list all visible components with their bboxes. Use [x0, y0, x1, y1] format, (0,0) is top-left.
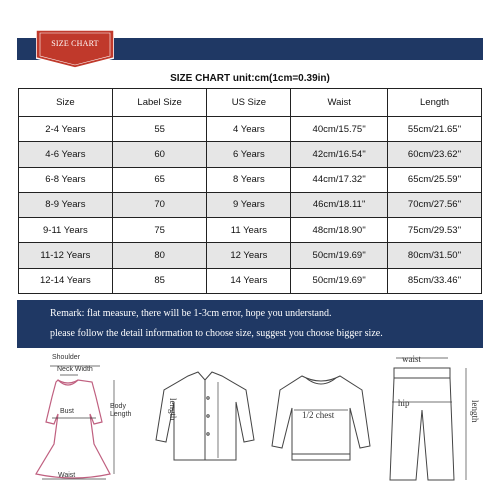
cell-us-size: 9 Years: [207, 192, 291, 217]
chart-title: SIZE CHART unit:cm(1cm=0.39in): [170, 73, 330, 84]
cell-us-size: 6 Years: [207, 142, 291, 167]
pants-waist-label: waist: [402, 354, 421, 364]
cell-label-size: 55: [112, 117, 207, 142]
size-chart-ribbon-icon: [36, 30, 114, 68]
remark-line-1: Remark: flat measure, there will be 1-3cm error, hope you understand.: [50, 308, 332, 319]
pants-hip-label: hip: [398, 398, 410, 408]
cell-label-size: 65: [112, 167, 207, 192]
cell-length: 70cm/27.56'': [388, 192, 482, 217]
pants-diagram-icon: [382, 350, 482, 490]
cell-us-size: 14 Years: [207, 268, 291, 293]
cell-label-size: 70: [112, 192, 207, 217]
cell-label-size: 60: [112, 142, 207, 167]
cell-length: 65cm/25.59'': [388, 167, 482, 192]
cell-us-size: 12 Years: [207, 243, 291, 268]
cell-waist: 50cm/19.69'': [291, 268, 388, 293]
cell-waist: 44cm/17.32'': [291, 167, 388, 192]
dress-waist-label: Waist: [58, 472, 76, 479]
cell-waist: 46cm/18.11'': [291, 192, 388, 217]
cell-label-size: 75: [112, 218, 207, 243]
header-waist: Waist: [291, 89, 388, 117]
dress-neck-width-label: Neck Width: [57, 366, 93, 373]
table-row: [19, 218, 482, 243]
table-row: [19, 268, 482, 293]
header-size: Size: [19, 89, 113, 117]
sweater-chest-label: 1/2 chest: [302, 410, 335, 420]
cell-size: 6-8 Years: [19, 167, 113, 192]
dress-diagram-icon: [14, 352, 139, 492]
cell-waist: 42cm/16.54'': [291, 142, 388, 167]
cell-size: 12-14 Years: [19, 268, 113, 293]
cell-waist: 48cm/18.90'': [291, 218, 388, 243]
cell-size: 9-11 Years: [19, 218, 113, 243]
shirt-diagram-icon: [150, 368, 260, 468]
cell-us-size: 4 Years: [207, 117, 291, 142]
size-table: [18, 88, 482, 294]
table-row: [19, 192, 482, 217]
table-row: [19, 167, 482, 192]
cell-size: 2-4 Years: [19, 117, 113, 142]
pants-length-label: length: [470, 400, 480, 423]
cell-us-size: 11 Years: [207, 218, 291, 243]
cell-length: 85cm/33.46'': [388, 268, 482, 293]
cell-waist: 40cm/15.75'': [291, 117, 388, 142]
table-row: [19, 243, 482, 268]
table-header-row: [19, 89, 482, 117]
table-row: [19, 117, 482, 142]
header-length: Length: [388, 89, 482, 117]
cell-size: 4-6 Years: [19, 142, 113, 167]
cell-length: 75cm/29.53'': [388, 218, 482, 243]
cell-label-size: 85: [112, 268, 207, 293]
cell-us-size: 8 Years: [207, 167, 291, 192]
dress-shoulder-label: Shoulder: [52, 354, 81, 361]
cell-waist: 50cm/19.69'': [291, 243, 388, 268]
header-label-size: Label Size: [112, 89, 207, 117]
cell-size: 8-9 Years: [19, 192, 113, 217]
table-row: [19, 142, 482, 167]
cell-size: 11-12 Years: [19, 243, 113, 268]
dress-body-length-label: Body Length: [110, 403, 132, 418]
cell-length: 55cm/21.65'': [388, 117, 482, 142]
cell-label-size: 80: [112, 243, 207, 268]
cell-length: 60cm/23.62'': [388, 142, 482, 167]
cell-length: 80cm/31.50'': [388, 243, 482, 268]
dress-bust-label: Bust: [60, 408, 75, 415]
header-us-size: US Size: [207, 89, 291, 117]
size-chart-banner-label: SIZE CHART: [51, 39, 99, 48]
remark-line-2: please follow the detail information to choose size, suggest you choose bigger size.: [50, 328, 383, 339]
shirt-length-label: length: [168, 398, 178, 421]
